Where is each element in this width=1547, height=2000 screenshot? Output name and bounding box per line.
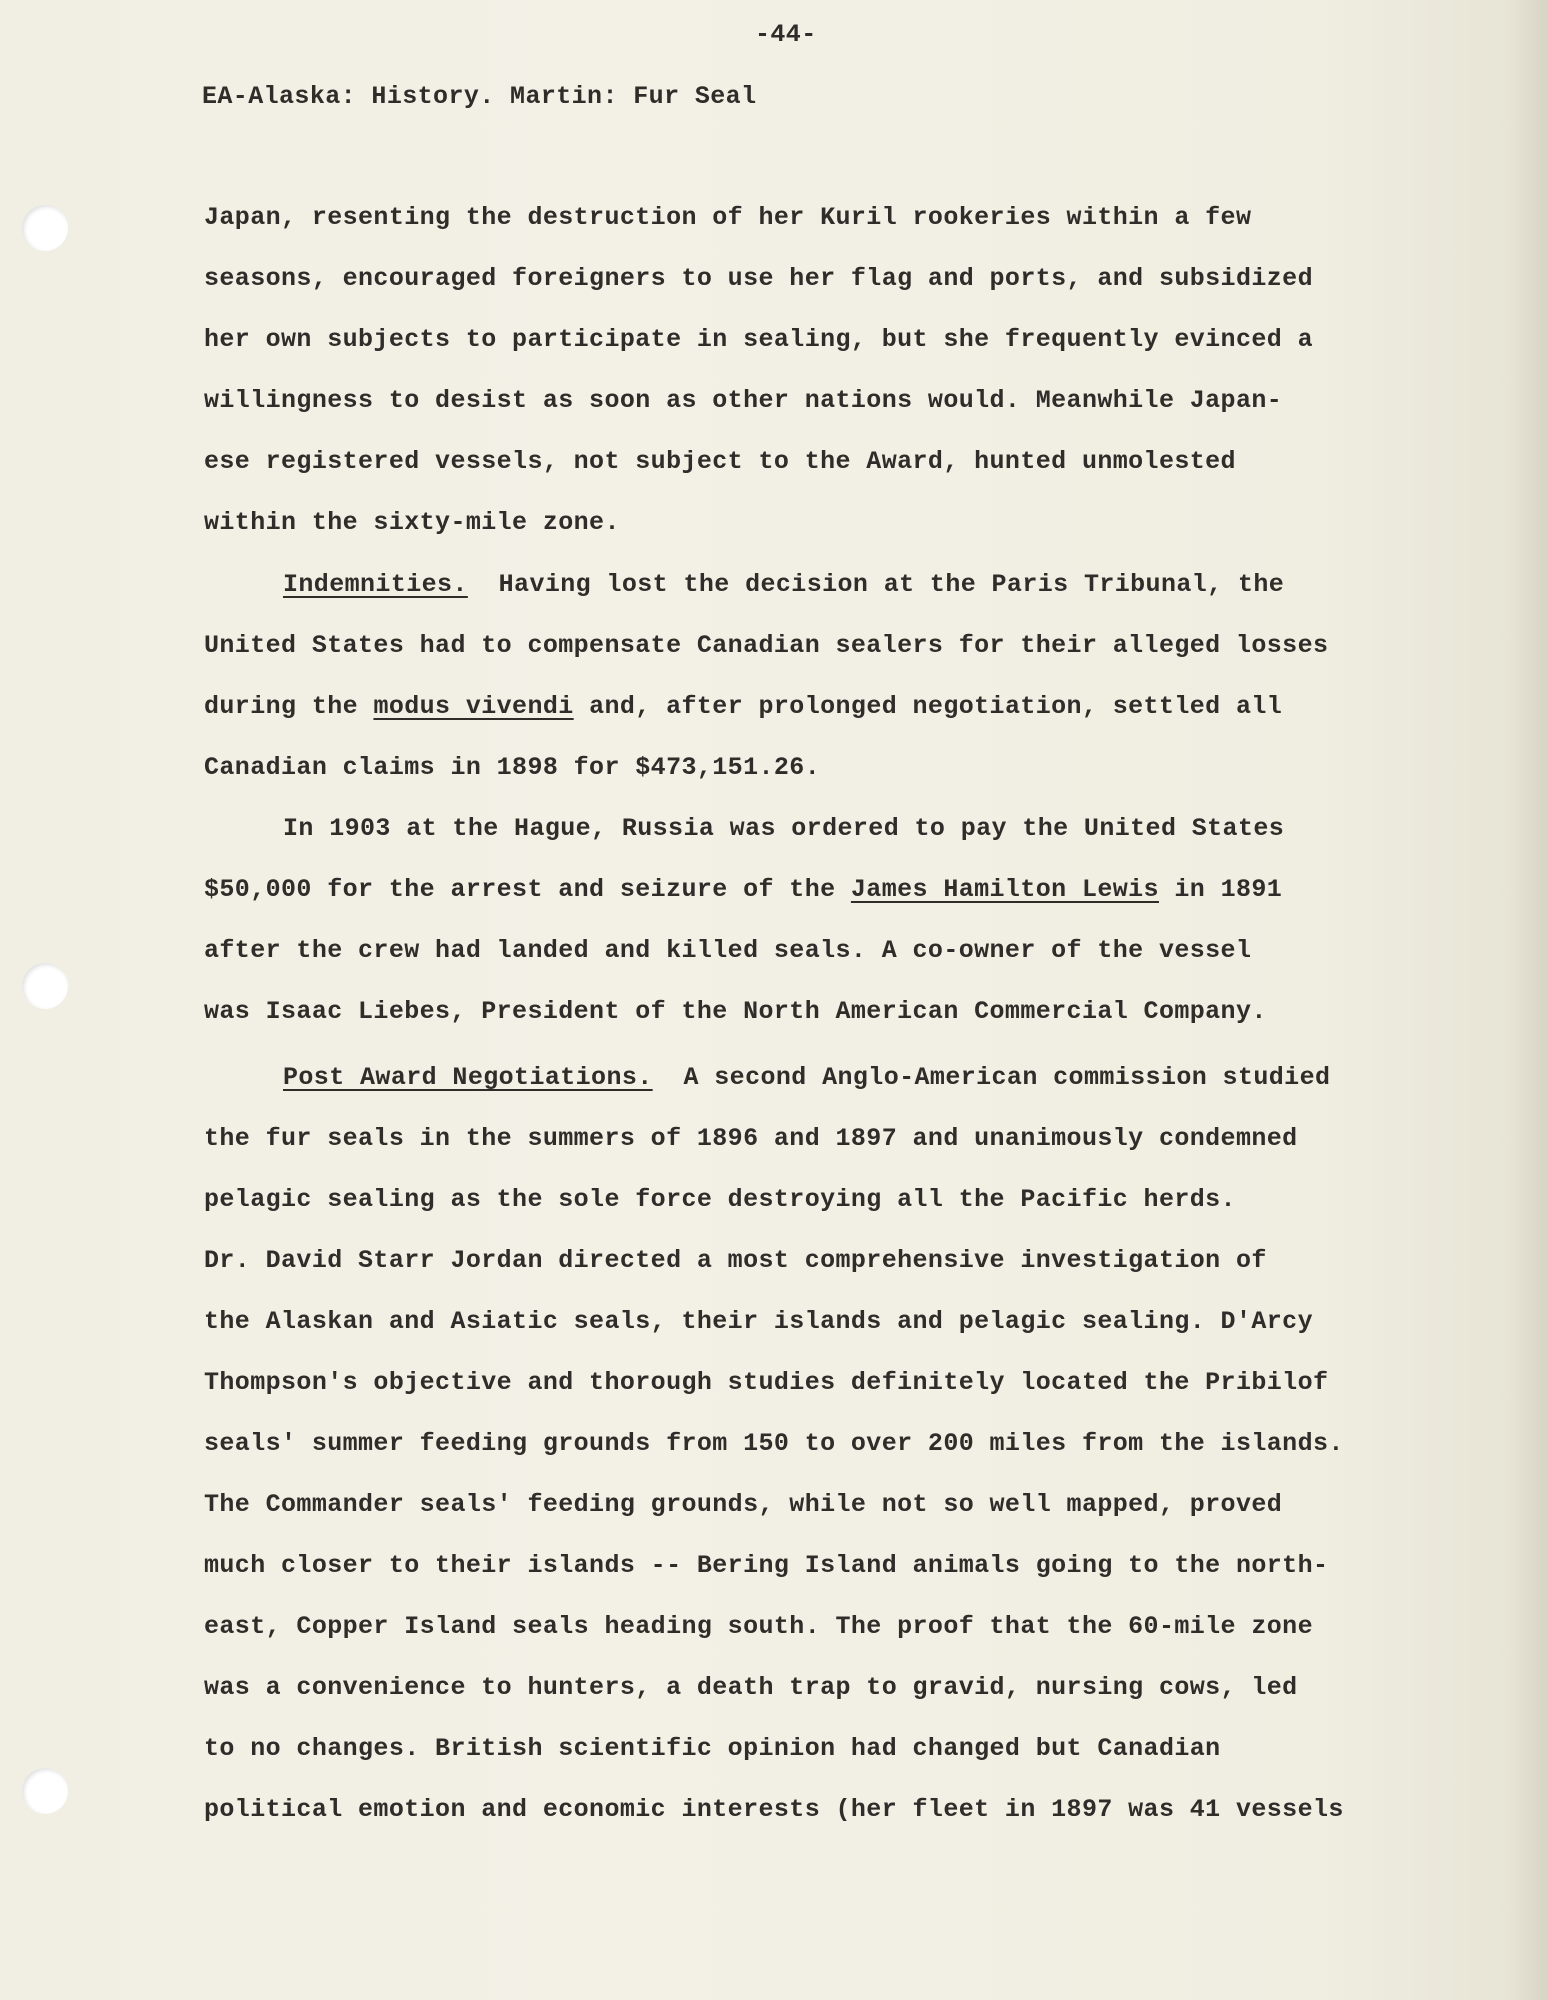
page-edge-shadow: [1507, 0, 1547, 2000]
text-span: during the: [204, 692, 374, 721]
text-line: the Alaskan and Asiatic seals, their islands and pelagic sealing. D'Arcy: [204, 1307, 1313, 1336]
text-line: Thompson's objective and thorough studies definitely located the Pribilof: [204, 1368, 1329, 1397]
text-line: pelagic sealing as the sole force destroying all the Pacific herds.: [204, 1185, 1236, 1214]
text-line: the fur seals in the summers of 1896 and 1897 and unanimously condemned: [204, 1124, 1298, 1153]
text-line: after the crew had landed and killed seals. A co-owner of the vessel: [204, 936, 1252, 965]
punch-hole: [22, 963, 68, 1009]
text-line: within the sixty-mile zone.: [204, 508, 620, 537]
text-line: her own subjects to participate in sealing, but she frequently evinced a: [204, 325, 1313, 354]
text-line: [283, 1063, 1330, 1093]
text-line: Canadian claims in 1898 for $473,151.26.: [204, 753, 821, 782]
text-line: Japan, resenting the destruction of her Kuril rookeries within a few: [204, 203, 1252, 232]
text-line: to no changes. British scientific opinion had changed but Canadian: [204, 1734, 1221, 1763]
running-header: EA-Alaska: History. Martin: Fur Seal: [202, 82, 757, 111]
text-span: $50,000 for the arrest and seizure of the: [204, 875, 851, 904]
punch-hole: [22, 205, 68, 251]
text-line: In 1903 at the Hague, Russia was ordered to pay the United States: [283, 814, 1285, 843]
text-span: Having lost the decision at the Paris Tribunal, the: [467, 570, 1285, 599]
text-line: east, Copper Island seals heading south. The proof that the 60-mile zone: [204, 1612, 1313, 1641]
italic-term-modus-vivendi: modus vivendi: [373, 692, 574, 721]
section-heading-post-award: Post Award Negotiations.: [283, 1063, 653, 1092]
text-line: willingness to desist as soon as other nations would. Meanwhile Japan-: [204, 386, 1283, 415]
text-line: United States had to compensate Canadian sealers for their alleged losses: [204, 631, 1329, 660]
vessel-name: James Hamilton Lewis: [850, 875, 1159, 904]
text-line: seasons, encouraged foreigners to use her flag and ports, and subsidized: [204, 264, 1313, 293]
text-line: [283, 570, 1284, 600]
text-line: [204, 875, 1282, 905]
text-span: A second Anglo-American commission studied: [652, 1063, 1331, 1092]
text-line: The Commander seals' feeding grounds, while not so well mapped, proved: [204, 1490, 1283, 1519]
text-line: [204, 692, 1282, 722]
page-number: -44-: [755, 20, 817, 49]
punch-hole: [22, 1768, 68, 1814]
text-line: much closer to their islands -- Bering Island animals going to the north-: [204, 1551, 1329, 1580]
section-heading-indemnities: Indemnities.: [283, 570, 468, 599]
text-line: seals' summer feeding grounds from 150 to over 200 miles from the islands.: [204, 1429, 1344, 1458]
text-line: Dr. David Starr Jordan directed a most comprehensive investigation of: [204, 1246, 1267, 1275]
text-span: and, after prolonged negotiation, settled all: [573, 692, 1283, 721]
text-span: in 1891: [1158, 875, 1283, 904]
text-line: ese registered vessels, not subject to the Award, hunted unmolested: [204, 447, 1236, 476]
text-line: was Isaac Liebes, President of the North American Commercial Company.: [204, 997, 1267, 1026]
text-line: was a convenience to hunters, a death trap to gravid, nursing cows, led: [204, 1673, 1298, 1702]
text-line: political emotion and economic interests (her fleet in 1897 was 41 vessels: [204, 1795, 1344, 1824]
